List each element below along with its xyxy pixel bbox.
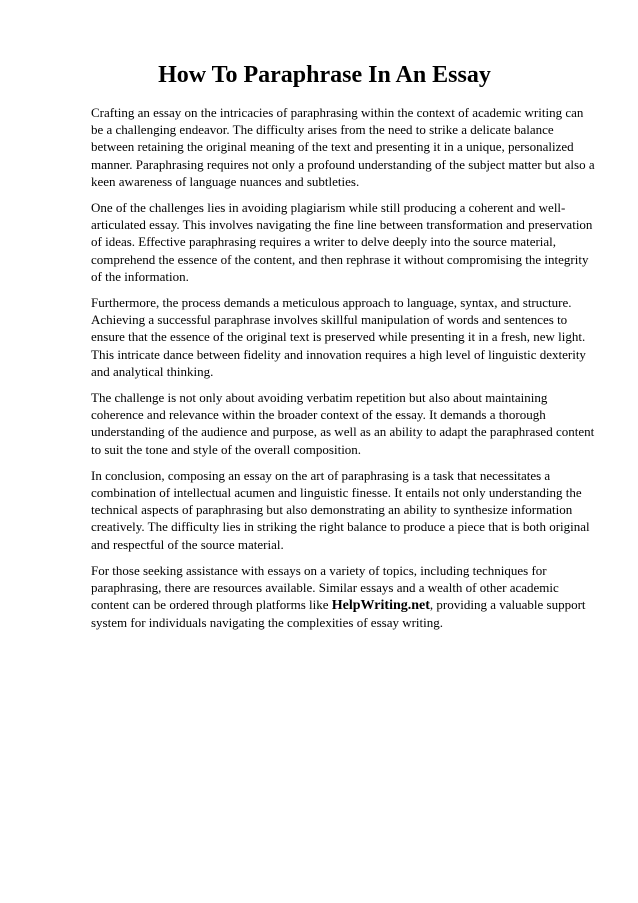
helpwriting-link[interactable]: HelpWriting.net (331, 598, 430, 614)
paragraph-1: Crafting an essay on the intricacies of paraphrasing within the context of academic writing can be a challenging endeavor. The difficulty arises from the need to strike a delicate balance between retaining the original meaning of the text and presenting it in a unique, personalized manner. Paraphrasing requires not only a profound understanding of the subject matter but also a keen awareness of language nuances and subtleties. (91, 105, 595, 189)
paragraph-4: The challenge is not only about avoiding verbatim repetition but also about maintaining coherence and relevance within the broader context of the essay. It demands a thorough understanding of the audience and purpose, as well as an ability to adapt the paraphrased content to suit the tone and style of the overall composition. (91, 390, 595, 457)
paragraph-6 (91, 562, 598, 632)
document-title: How To Paraphrase In An Essay (158, 62, 491, 88)
paragraph-6-text-after: , providing a valuable support system for individuals navigating the complexities of essay writing. (91, 597, 586, 631)
paragraph-2: One of the challenges lies in avoiding plagiarism while still producing a coherent and well-articulated essay. This involves navigating the fine line between transformation and preservation of ideas. Effective paraphrasing requires a writer to delve deeply into the source material, comprehend the essence of the content, and then rephrase it without compromising the integrity of the information. (91, 200, 593, 284)
paragraph-5: In conclusion, composing an essay on the art of paraphrasing is a task that necessitates a combination of intellectual acumen and linguistic finesse. It entails not only understanding the technical aspects of paraphrasing but also demonstrating an ability to synthesize information creatively. The difficulty lies in striking the right balance to produce a piece that is both original and respectful of the source material. (91, 467, 590, 552)
paragraph-6-text-before: For those seeking assistance with essays on a variety of topics, including techniques for paraphrasing, there are resources available. Similar essays and a wealth of other academic content can be ordered through platforms like (91, 562, 559, 613)
paragraph-3: Furthermore, the process demands a meticulous approach to language, syntax, and structure. Achieving a successful paraphrase involves skillful manipulation of words and sentences to ensure that the essence of the original text is preserved while presenting it in a fresh, new light. This intricate dance between fidelity and innovation requires a high level of linguistic dexterity and analytical thinking. (91, 295, 586, 379)
